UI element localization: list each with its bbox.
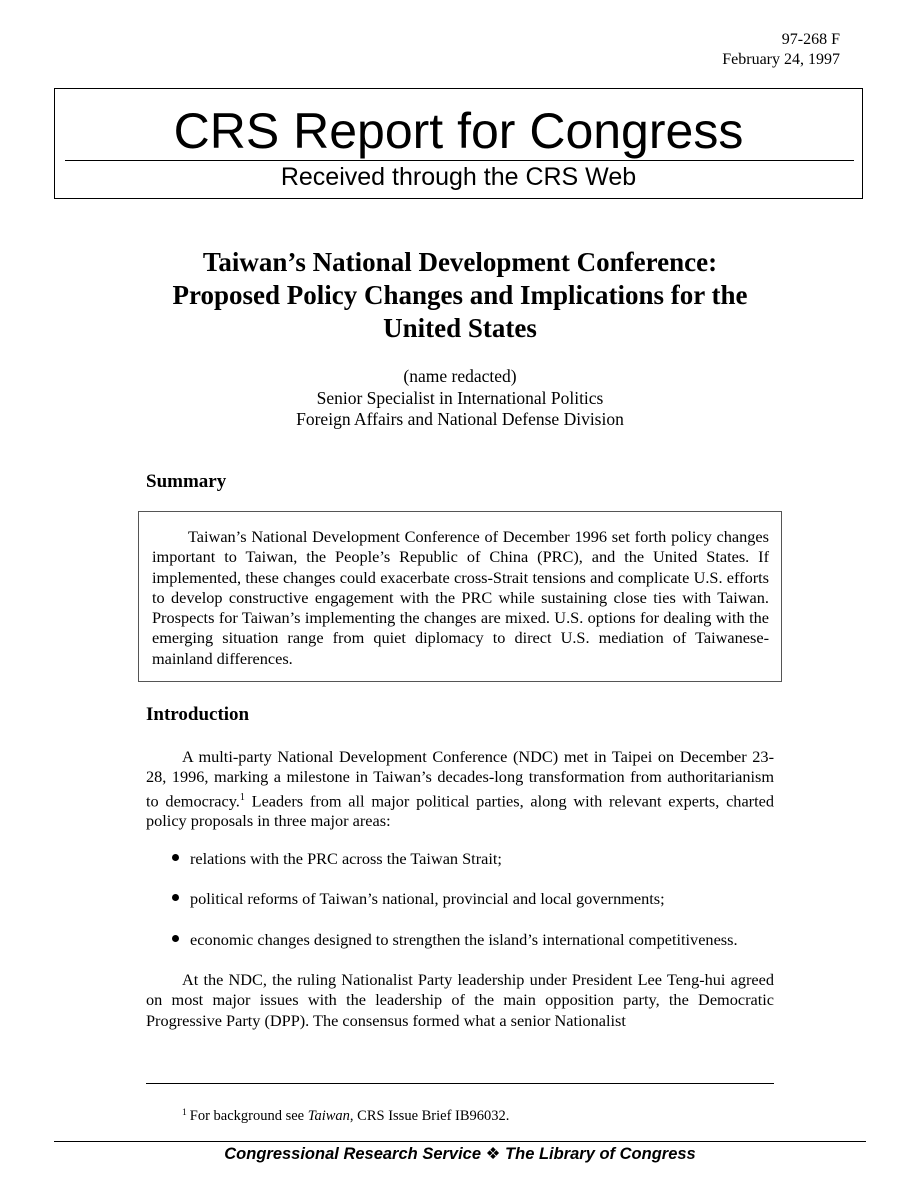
footnote-divider [146, 1083, 774, 1084]
report-date: February 24, 1997 [722, 51, 840, 68]
author-division: Foreign Affairs and National Defense Division [296, 409, 624, 429]
list-item-text: political reforms of Taiwan’s national, provincial and local governments; [190, 889, 665, 908]
footer-loc: The Library of Congress [505, 1145, 696, 1163]
list-item-text: relations with the PRC across the Taiwan Strait; [190, 849, 502, 868]
report-number: 97-268 F [781, 31, 840, 48]
footnote-italic-title: Taiwan [307, 1108, 350, 1124]
list-item [172, 930, 738, 950]
summary-heading: Summary [146, 471, 227, 492]
footnote-text: , CRS Issue Brief IB96032. [349, 1108, 510, 1124]
banner-title: CRS Report for Congress [173, 103, 744, 159]
footnote-ref[interactable]: 1 [239, 791, 245, 803]
list-item [172, 849, 502, 869]
diamond-separator-icon: ❖ [485, 1145, 501, 1163]
banner-subtitle: Received through the CRS Web [280, 163, 637, 191]
summary-text: Taiwan’s National Development Conference of December 1996 set forth policy changes important to Taiwan, the People’s Republic of China (PRC), and the United States. If implemented, these changes could exacerbate cross-Strait tensions and complicate U.S. efforts to develop constructive engagement with the PRC while sustaining close ties with Taiwan. Prospects for Taiwan’s implementing the changes are mixed. U.S. options for dealing with the emerging situation range from quiet diplomacy to direct U.S. mediation of Taiwanese-mainland differences. [152, 527, 769, 668]
intro-paragraph-1 [146, 747, 774, 832]
bullet-icon [172, 894, 179, 901]
introduction-heading: Introduction [146, 704, 250, 725]
footnote-text: For background see [189, 1108, 308, 1124]
report-title [100, 246, 820, 345]
summary-box [138, 511, 782, 682]
footer-crs: Congressional Research Service [224, 1145, 482, 1163]
crs-banner [54, 88, 863, 199]
footer-divider [54, 1141, 866, 1142]
footnote [182, 1104, 509, 1125]
list-item [172, 889, 665, 909]
author-block [100, 366, 820, 431]
author-position: Senior Specialist in International Politics [316, 387, 604, 408]
title-line: Proposed Policy Changes and Implications for the [172, 280, 748, 310]
document-id-block [722, 30, 840, 70]
list-item-text: economic changes designed to strengthen the island’s international competitiveness. [190, 930, 738, 949]
bullet-icon [172, 854, 179, 861]
intro-paragraph-2-text: At the NDC, the ruling Nationalist Party leadership under President Lee Teng-hui agreed on most major issues with the leadership of the main opposition party, the Democratic Progressive Party (DPP). The consensus formed what a senior Nationalist [146, 970, 774, 1030]
footer [0, 1143, 920, 1165]
bullet-icon [172, 935, 179, 942]
author-name: (name redacted) [403, 366, 517, 386]
footnote-number: 1 [182, 1108, 187, 1118]
intro-paragraph-2 [146, 970, 774, 1031]
intro-text-part: A multi-party National Development Conference (NDC) met in Taipei on December 23-28, 1996, marking a milestone in Taiwan’s decades-long transformation from authoritarianism to democracy. [146, 747, 774, 811]
intro-text-part: Leaders from all major political parties, along with relevant experts, charted policy proposals in three major areas: [146, 791, 774, 831]
title-line: Taiwan’s National Development Conference: [202, 247, 718, 277]
title-line: United States [383, 313, 537, 343]
